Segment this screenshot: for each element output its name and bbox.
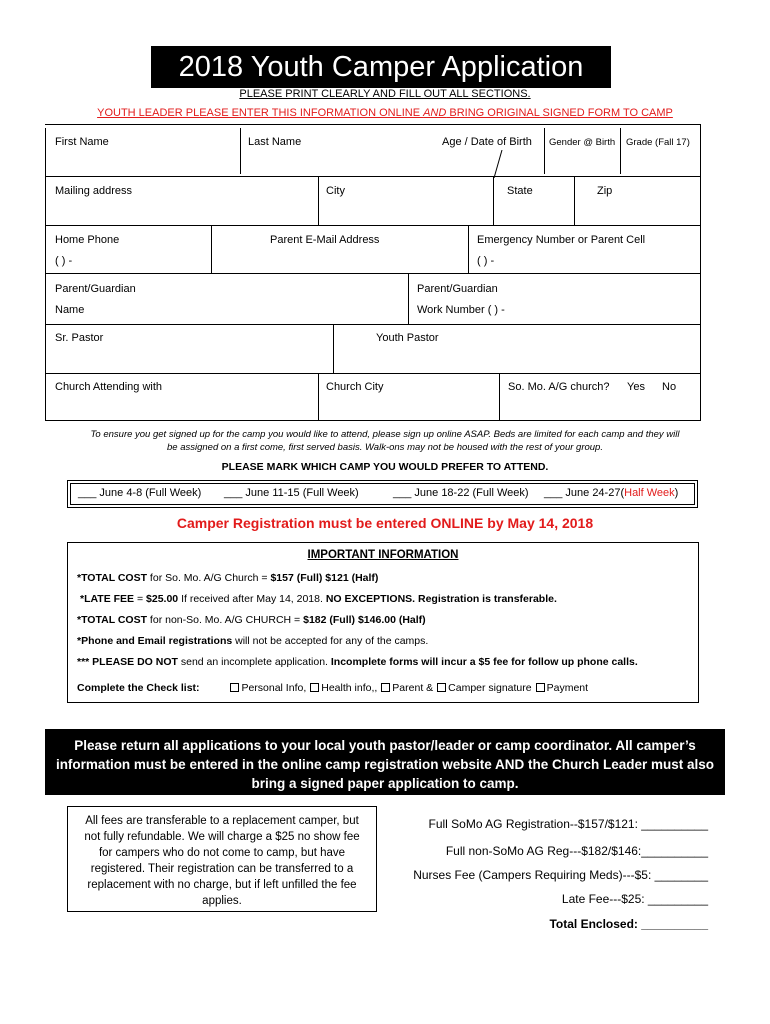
checklist-item: Camper signature (448, 682, 532, 694)
camp-option-june-4-8[interactable]: ___ June 4-8 (Full Week) (78, 487, 202, 499)
checklist-item: Parent & (392, 682, 434, 694)
home-phone-field[interactable]: Home Phone (55, 234, 120, 246)
city-field[interactable]: City (326, 185, 345, 197)
info-nonsomo-cost: *TOTAL COST for non-So. Mo. A/G CHURCH = $182 (Full) $146.00 (Half) (77, 614, 426, 626)
page-title: 2018 Youth Camper Application (151, 46, 611, 88)
first-name-field[interactable]: First Name (55, 136, 109, 148)
camp-option-june-18-22[interactable]: ___ June 18-22 (Full Week) (393, 487, 529, 499)
fee-policy: All fees are transferable to a replacement camper, but not fully refundable. We will charge a $25 no show fee for campers who do not come to camp, but have registered. Their registration can be transferred to a replacement with no charge, but if left unfilled the fee applies. (67, 806, 377, 912)
church-attending-field[interactable]: Church Attending with (55, 381, 163, 393)
checkbox-icon[interactable] (230, 683, 239, 692)
checklist (77, 682, 588, 694)
checkbox-icon[interactable] (437, 683, 446, 692)
somo-church-question: So. Mo. A/G church? (508, 381, 610, 393)
camp-option-june-11-15[interactable]: ___ June 11-15 (Full Week) (224, 487, 359, 499)
return-notice: Please return all applications to your local youth pastor/leader or camp coordinator. All camper’s information must be entered in the online camp registration website AND the Church Leader must also bring a signed paper application to camp. (45, 729, 725, 795)
emergency-phone-format: ( ) - (477, 255, 495, 267)
info-somo-cost: *TOTAL COST for So. Mo. A/G Church = $157 (Full) $121 (Half) (77, 572, 379, 584)
mailing-address-field[interactable]: Mailing address (55, 185, 133, 197)
important-info-title: IMPORTANT INFORMATION (307, 549, 459, 561)
total-enclosed[interactable]: Total Enclosed: __________ (549, 917, 708, 931)
grade-field[interactable]: Grade (Fall 17) (626, 137, 690, 148)
info-phone-email: *Phone and Email registrations will not be accepted for any of the camps. (77, 635, 429, 647)
somo-no-option[interactable]: No (662, 381, 677, 393)
fee-full-nonsomo[interactable]: Full non-SoMo AG Reg---$182/$146:__________ (445, 844, 708, 858)
camp-choice-heading: PLEASE MARK WHICH CAMP YOU WOULD PREFER TO ATTEND. (221, 461, 549, 473)
age-dob-field[interactable]: Age / Date of Birth (442, 136, 532, 148)
home-phone-format: ( ) - (55, 255, 73, 267)
registration-deadline: Camper Registration must be entered ONLINE by May 14, 2018 (176, 515, 594, 531)
dob-slash (492, 150, 504, 178)
parent-guardian-name-field[interactable]: Name (55, 304, 85, 316)
print-instruction: PLEASE PRINT CLEARLY AND FILL OUT ALL SECTIONS. (239, 88, 531, 100)
parent-work-number-field[interactable]: Work Number ( ) - (417, 304, 505, 316)
gender-field[interactable]: Gender @ Birth (549, 137, 616, 148)
leader-notice: YOUTH LEADER PLEASE ENTER THIS INFORMATION ONLINE AND BRING ORIGINAL SIGNED FORM TO CAMP (97, 107, 673, 119)
fee-full-somo[interactable]: Full SoMo AG Registration--$157/$121: __________ (428, 817, 708, 831)
fee-late[interactable]: Late Fee---$25: _________ (561, 892, 708, 906)
checklist-item: Payment (546, 682, 589, 694)
emergency-number-field[interactable]: Emergency Number or Parent Cell (477, 234, 646, 246)
signup-note (40, 428, 730, 454)
info-incomplete: *** PLEASE DO NOT send an incomplete application. Incomplete forms will incur a $5 fee for follow up phone calls. (77, 656, 638, 668)
signup-note-line-2: be assigned on a first come, first served basis. Walk-ons may not be housed with the rest of your group. (167, 442, 603, 453)
zip-field[interactable]: Zip (597, 185, 613, 197)
somo-yes-option[interactable]: Yes (627, 381, 645, 393)
checkbox-icon[interactable] (310, 683, 319, 692)
checklist-item: Personal Info, (241, 682, 307, 694)
checkbox-icon[interactable] (536, 683, 545, 692)
camp-option-june-24-27[interactable]: ___ June 24-27(Half Week) (544, 487, 679, 499)
fee-nurses[interactable]: Nurses Fee (Campers Requiring Meds)---$5: ________ (413, 868, 708, 882)
church-city-field[interactable]: Church City (326, 381, 384, 393)
sr-pastor-field[interactable]: Sr. Pastor (55, 332, 104, 344)
signup-note-line-1: To ensure you get signed up for the camp you would like to attend, please sign up online ASAP. Beds are limited for each camp and they will (90, 429, 680, 440)
checklist-item: Health info,, (321, 682, 378, 694)
parent-guardian-label: Parent/Guardian (55, 283, 136, 295)
checklist-label: Complete the Check list: (77, 682, 200, 694)
checkbox-icon[interactable] (381, 683, 390, 692)
last-name-field[interactable]: Last Name (248, 136, 302, 148)
parent-guardian-work-label: Parent/Guardian (417, 283, 498, 295)
state-field[interactable]: State (507, 185, 533, 197)
youth-pastor-field[interactable]: Youth Pastor (376, 332, 439, 344)
info-late-fee: *LATE FEE = $25.00 If received after May 14, 2018. NO EXCEPTIONS. Registration is transferable. (80, 593, 557, 605)
parent-email-field[interactable]: Parent E-Mail Address (270, 234, 380, 246)
